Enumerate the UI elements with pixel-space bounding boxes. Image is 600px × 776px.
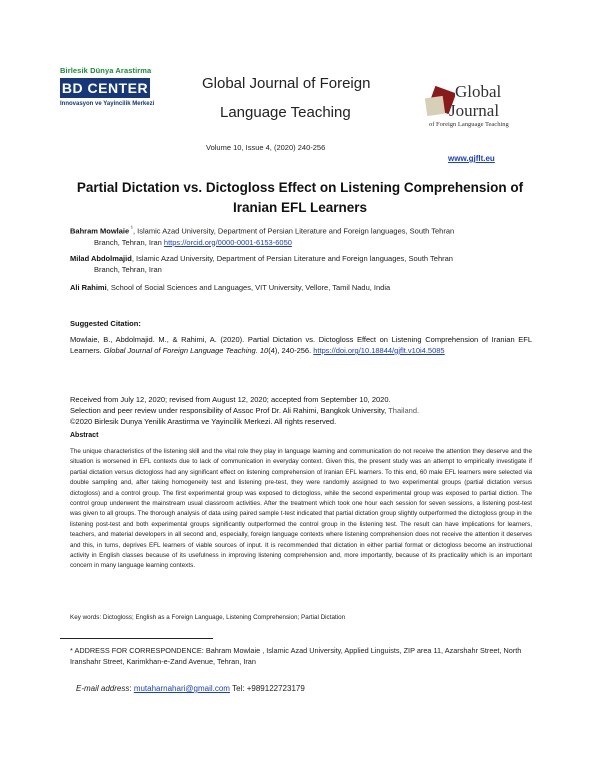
journal-logo-line1: Global <box>455 82 502 101</box>
journal-logo-subtitle: of Foreign Language Teaching <box>429 121 509 128</box>
email-link[interactable]: mutaharnahari@gmail.com <box>133 684 230 693</box>
phone-number: Tel: +989122723179 <box>229 684 305 693</box>
author-entry <box>70 223 530 248</box>
received-info <box>70 394 540 427</box>
publisher-logo <box>60 66 155 128</box>
author-affiliation: , School of Social Sciences and Languages, VIT University, Vellore, Tamil Nadu, India <box>106 283 391 292</box>
author-affiliation: , Islamic Azad University, Department of Persian Literature and Foreign languages, South Tehran <box>133 226 455 236</box>
copyright-line: ©2020 Birlesik Dunya Yenilik Arastirma ve Yayincilik Merkezi. All rights reserved. <box>70 417 337 426</box>
author-affiliation: , Islamic Azad University, Department of Persian Literature and Foreign languages, South Tehran <box>131 254 453 263</box>
email-label: E-mail address <box>76 684 130 693</box>
received-dates: Received from July 12, 2020; revised from August 12, 2020; accepted from September 10, 2020. <box>70 395 391 404</box>
logo-wordmark: BD CENTER <box>61 80 149 96</box>
author-affiliation-cont: Branch, Tehran, Iran <box>94 237 164 247</box>
author-name: Ali Rahimi <box>70 283 107 292</box>
journal-title-line2: Language Teaching <box>220 104 351 121</box>
citation-text <box>70 334 532 356</box>
author-name: Milad Abdolmajid <box>70 254 132 263</box>
paper-title: Partial Dictation vs. Dictogloss Effect on Listening Comprehension of Iranian EFL Learners <box>76 180 524 215</box>
peer-review-note: Selection and peer review under responsibility of Assoc Prof Dr. Ali Rahimi, Bangkok University, <box>70 406 389 415</box>
abstract-text: The unique characteristics of the listening skill and the vital role they play in language learning and communication do not receive the attention they deserve and the situation is worsened in EFL contexts due to lack of communication in everyday context. Given this, the present study was an attempt to empirically investigate if partial dictation versus dictogloss had any significant effect on listening comprehension of Iranian EFL learners. To this end, 60 male EFL learners were selected via double sampling and, after taking homogeneity test and listening pre-test, they were randomly assigned to two experimental groups (partial dictation versus dictogloss) and a control group. The first experimental group was exposed to dictogloss, while the second experimental group was exposed to partial diction. The control group underwent the mainstream usual classroom activities. After the treatment which took one hour each session for seven sessions, a listening post-test was given to all groups. The thorough analysis of data using paired sample t-test indicated that partial dictation group slightly outperformed the dictogloss group in the listening post-test and both experimental groups significantly outperformed the control group in the listening test. The result can have implications for learners, teachers, and material developers in all second and, especially, foreign language contexts where listening comprehension does not receive the attention it deserves and this, in turns, deprives EFL learners of viable sources of input. It is recommended that dictation in either partial format or dictogloss become an instructional activity in English classes because of its usefulness in improving listening comprehension and, more importantly, because of its practicality which is an important concern in many language learning contexts. <box>70 448 532 570</box>
citation-body: Mowlaie, B., Abdolmajid. M., & Rahimi, A. (2020). Partial Dictation vs. Dictogloss Effect on Listening Comprehension of Iranian EFL Learners. <box>70 335 532 355</box>
email-line <box>76 684 305 693</box>
citation-heading: Suggested Citation: <box>70 319 141 328</box>
author-mark: ¹ <box>129 225 134 232</box>
doi-link[interactable]: https://doi.org/10.18844/gjflt.v10i4.5085 <box>313 346 445 355</box>
email-separator: : <box>129 684 134 693</box>
correspondence-address: * ADDRESS FOR CORRESPONDENCE: Bahram Mowlaie , Islamic Azad University, Applied Linguists, ZIP area 11, Azarshahr Street, North Iranshahr Street, Karimkhan-e-Zand Avenue, Tehran, Iran <box>70 646 522 666</box>
abstract-heading: Abstract <box>70 432 99 439</box>
orcid-link[interactable]: https://orcid.org/0000-0001-6153-6050 <box>163 237 292 247</box>
author-name: Bahram Mowlaie <box>70 226 130 236</box>
journal-logo <box>425 83 535 133</box>
author-affiliation-cont: Branch, Tehran, Iran <box>94 265 162 274</box>
logo-tagline-bottom: Innovasyon ve Yayincilik Merkezi <box>60 101 155 107</box>
volume-info: Volume 10, Issue 4, (2020) 240-256 <box>206 143 326 152</box>
author-entry <box>70 282 530 293</box>
citation-pages: (4), 240-256. <box>268 346 314 355</box>
journal-title-line1: Global Journal of Foreign <box>202 75 371 92</box>
peer-review-country: Thailand. <box>388 406 420 415</box>
citation-journal: Global Journal of Foreign Language Teaching. 10 <box>103 346 269 355</box>
logo-tagline-top: Birlesik Dünya Arastirma <box>60 66 152 75</box>
author-entry <box>70 253 530 275</box>
journal-url-link[interactable]: www.gjflt.eu <box>448 154 495 163</box>
journal-logo-line2: Journal <box>449 101 500 120</box>
keywords: Key words: Dictogloss; English as a Foreign Language, Listening Comprehension; Partial Dictation <box>70 614 346 621</box>
footnote-divider <box>60 638 213 639</box>
